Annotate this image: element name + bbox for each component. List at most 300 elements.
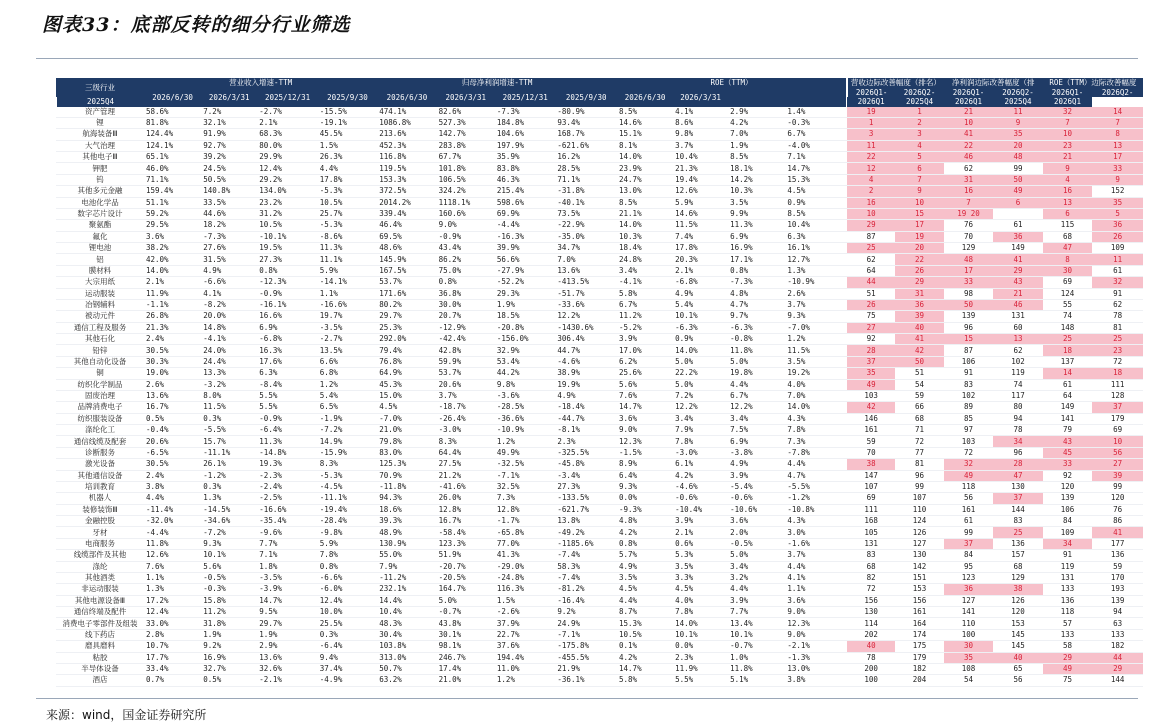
metric-cell: -28.5% xyxy=(495,402,556,413)
metric-cell: 39.3% xyxy=(377,516,436,527)
metric-cell: 0.5% xyxy=(201,675,257,686)
metric-cell: 103.8% xyxy=(377,641,436,652)
metric-cell: 38.9% xyxy=(555,368,617,379)
metric-cell: -7.4% xyxy=(555,572,617,583)
metric-cell: 12.2% xyxy=(673,402,728,413)
metric-cell: -4.6% xyxy=(555,356,617,367)
metric-cell: 106.5% xyxy=(437,174,495,185)
metric-cell: -5.3% xyxy=(318,470,377,481)
group-header-profit-rank: 净利润边际改善幅度（排 xyxy=(944,78,1043,88)
metric-cell: -20.7% xyxy=(437,561,495,572)
metric-cell: 7.1% xyxy=(785,152,847,163)
rank-cell: 64 xyxy=(1043,390,1093,401)
metric-cell: -0.5% xyxy=(201,572,257,583)
industry-name: 通信终端及配件 xyxy=(56,607,144,618)
rank-cell: 35 xyxy=(1092,197,1143,208)
rank-cell: 10 xyxy=(1092,436,1143,447)
rank-cell: 19 xyxy=(895,231,943,242)
rank-cell: 130 xyxy=(993,481,1043,492)
metric-cell: 4.7% xyxy=(785,470,847,481)
metric-cell: -3.8% xyxy=(728,447,785,458)
rank-cell: 46 xyxy=(993,299,1043,310)
metric-cell: 3.8% xyxy=(785,675,847,686)
metric-cell: 50.5% xyxy=(201,174,257,185)
table-row xyxy=(56,607,1143,618)
table-row xyxy=(56,334,1143,345)
metric-cell: 25.6% xyxy=(617,368,673,379)
metric-cell: 14.7% xyxy=(785,163,847,174)
industry-name: 装修装饰Ⅲ xyxy=(56,504,144,515)
rank-cell: 3 xyxy=(847,129,895,140)
metric-cell: 5.6% xyxy=(617,379,673,390)
metric-cell: 11.2% xyxy=(617,311,673,322)
metric-cell: 4.5% xyxy=(377,402,436,413)
metric-cell: 7.7% xyxy=(257,538,318,549)
rank-cell: 47 xyxy=(993,470,1043,481)
metric-cell: 44.2% xyxy=(495,368,556,379)
rank-cell: 23 xyxy=(1043,140,1093,151)
industry-name: 激光设备 xyxy=(56,459,144,470)
rank-cell: 71 xyxy=(895,425,943,436)
metric-cell: -4.6% xyxy=(673,481,728,492)
metric-cell: -18.4% xyxy=(555,402,617,413)
metric-cell: 2.4% xyxy=(144,470,201,481)
metric-cell: 4.8% xyxy=(617,516,673,527)
metric-cell: -51.7% xyxy=(555,288,617,299)
rank-period-header: 2026Q1 xyxy=(944,97,994,107)
metric-cell: 5.9% xyxy=(318,265,377,276)
metric-cell: 25.5% xyxy=(318,618,377,629)
metric-cell: -7.2% xyxy=(201,527,257,538)
metric-cell: 5.0% xyxy=(728,550,785,561)
rank-cell: 13 xyxy=(1092,140,1143,151)
metric-cell: 0.8% xyxy=(318,561,377,572)
metric-cell: -325.5% xyxy=(555,447,617,458)
metric-cell: -10.4% xyxy=(673,504,728,515)
rank-cell: 62 xyxy=(1092,299,1143,310)
rank-cell: 25 xyxy=(847,243,895,254)
metric-cell: 4.9% xyxy=(673,288,728,299)
metric-cell: 26.1% xyxy=(201,459,257,470)
metric-cell: 0.8% xyxy=(728,265,785,276)
metric-cell: -6.0% xyxy=(318,584,377,595)
rank-cell: 25 xyxy=(993,527,1043,538)
metric-cell: 59.2% xyxy=(144,208,201,219)
rank-cell: 141 xyxy=(1043,413,1093,424)
rank-cell: 7 xyxy=(1043,117,1093,128)
metric-cell: 76.8% xyxy=(377,356,436,367)
rank-cell: 13 xyxy=(1043,197,1093,208)
rank-cell: 38 xyxy=(993,584,1043,595)
metric-cell: 16.7% xyxy=(437,516,495,527)
rank-cell: 86 xyxy=(1092,516,1143,527)
metric-cell: -15.9% xyxy=(318,447,377,458)
metric-cell: 51.1% xyxy=(144,197,201,208)
rank-cell: 144 xyxy=(993,504,1043,515)
industry-name: 聚氨酯 xyxy=(56,220,144,231)
metric-cell: 79.4% xyxy=(377,345,436,356)
industry-name: 锂 xyxy=(56,117,144,128)
rank-cell: 76 xyxy=(944,220,994,231)
rank-cell: 117 xyxy=(993,390,1043,401)
rank-cell: 39 xyxy=(1092,470,1143,481)
rank-cell: 30 xyxy=(1043,265,1093,276)
metric-cell: 160.6% xyxy=(437,208,495,219)
rank-cell: 51 xyxy=(895,368,943,379)
metric-cell: -7.3% xyxy=(201,231,257,242)
metric-cell: 43.8% xyxy=(437,618,495,629)
rank-cell: 19 20 xyxy=(944,208,994,219)
metric-cell: 0.8% xyxy=(437,277,495,288)
metric-cell: 4.4% xyxy=(728,584,785,595)
metric-cell: 11.9% xyxy=(673,663,728,674)
metric-cell: 4.4% xyxy=(144,493,201,504)
metric-cell: -35.0% xyxy=(555,231,617,242)
metric-cell: 283.8% xyxy=(437,140,495,151)
rank-cell: 126 xyxy=(993,595,1043,606)
rank-cell: 5 xyxy=(895,152,943,163)
rank-period-header: 2026Q1- xyxy=(1043,88,1093,98)
metric-cell: 11.3% xyxy=(257,436,318,447)
metric-cell: 6.9% xyxy=(728,436,785,447)
rank-cell: 61 xyxy=(993,220,1043,231)
metric-cell: 30.3% xyxy=(144,356,201,367)
metric-cell: -10.1% xyxy=(257,231,318,242)
metric-cell: 10.0% xyxy=(318,607,377,618)
metric-cell: 3.6% xyxy=(617,413,673,424)
metric-cell: -2.1% xyxy=(257,675,318,686)
rank-cell: 81 xyxy=(1092,322,1143,333)
rank-cell: 35 xyxy=(993,129,1043,140)
metric-cell: 124.1% xyxy=(144,140,201,151)
metric-cell: 49.9% xyxy=(495,447,556,458)
metric-cell: 10.1% xyxy=(673,629,728,640)
metric-cell: 3.9% xyxy=(617,334,673,345)
rank-cell: 177 xyxy=(1092,538,1143,549)
rank-cell: 8 xyxy=(1092,129,1143,140)
metric-cell: 28.5% xyxy=(555,163,617,174)
metric-cell: -4.0% xyxy=(785,140,847,151)
rank-cell: 84 xyxy=(944,550,994,561)
metric-cell: 6.7% xyxy=(728,390,785,401)
rank-cell: 14 xyxy=(1092,107,1143,118)
rank-cell: 30 xyxy=(944,641,994,652)
industry-name: 氟化 xyxy=(56,231,144,242)
metric-cell: 94.3% xyxy=(377,493,436,504)
rank-cell: 54 xyxy=(944,675,994,686)
table-row xyxy=(56,368,1143,379)
rank-cell: 110 xyxy=(944,618,994,629)
rank-cell: 29 xyxy=(1092,663,1143,674)
metric-cell: 16.3% xyxy=(257,345,318,356)
metric-cell: 4.9% xyxy=(617,561,673,572)
rank-cell: 49 xyxy=(847,379,895,390)
metric-cell: 86.2% xyxy=(437,254,495,265)
metric-cell: 3.4% xyxy=(673,413,728,424)
rank-cell: 28 xyxy=(847,345,895,356)
metric-cell: -1.5% xyxy=(617,447,673,458)
rank-cell: 75 xyxy=(1043,675,1093,686)
rank-cell: 120 xyxy=(993,607,1043,618)
metric-cell: -11.2% xyxy=(377,572,436,583)
metric-cell: 1.9% xyxy=(728,140,785,151)
table-row xyxy=(56,550,1143,561)
rank-period-header: 2025Q4 xyxy=(56,97,144,107)
rank-cell: 26 xyxy=(1092,231,1143,242)
metric-cell: 598.6% xyxy=(495,197,556,208)
metric-cell: 4.0% xyxy=(785,379,847,390)
period-header: 2026/3/31 xyxy=(673,88,728,107)
table-row xyxy=(56,402,1143,413)
metric-cell: 1.2% xyxy=(495,436,556,447)
metric-cell: 3.0% xyxy=(785,527,847,538)
rank-cell: 49 xyxy=(1043,663,1093,674)
rank-cell: 149 xyxy=(1043,402,1093,413)
rank-cell: 91 xyxy=(944,368,994,379)
rank-cell: 29 xyxy=(993,265,1043,276)
metric-cell: 9.0% xyxy=(785,607,847,618)
metric-cell: 80.2% xyxy=(377,299,436,310)
metric-cell: 3.6% xyxy=(144,231,201,242)
rank-cell: 20 xyxy=(895,243,943,254)
metric-cell: 0.1% xyxy=(617,641,673,652)
period-header: 2026/3/31 xyxy=(437,88,495,107)
table-row xyxy=(56,356,1143,367)
metric-cell: 29.9% xyxy=(257,152,318,163)
rank-cell: 56 xyxy=(993,675,1043,686)
metric-cell: 45.3% xyxy=(377,379,436,390)
rank-cell: 26 xyxy=(847,299,895,310)
metric-cell: 16.7% xyxy=(144,402,201,413)
rank-cell: 95 xyxy=(944,561,994,572)
rank-cell: 182 xyxy=(1092,641,1143,652)
rank-cell: 136 xyxy=(993,538,1043,549)
metric-cell: 3.4% xyxy=(617,265,673,276)
rank-period-header: 2026Q1 xyxy=(847,97,895,107)
rank-cell: 10 xyxy=(1043,129,1093,140)
metric-cell: 5.3% xyxy=(673,550,728,561)
metric-cell: 14.0% xyxy=(673,618,728,629)
metric-cell: 119.5% xyxy=(377,163,436,174)
metric-cell: -621.7% xyxy=(555,504,617,515)
metric-cell: -175.8% xyxy=(555,641,617,652)
metric-cell: -31.8% xyxy=(555,186,617,197)
table-row xyxy=(56,538,1143,549)
rank-cell: 36 xyxy=(1092,220,1143,231)
metric-cell: 5.0% xyxy=(437,595,495,606)
metric-cell: 8.6% xyxy=(673,117,728,128)
rank-cell: 34 xyxy=(993,436,1043,447)
metric-cell: 32.6% xyxy=(257,663,318,674)
bottom-divider xyxy=(36,698,1138,699)
rank-period-header: 2025Q4 xyxy=(993,97,1043,107)
metric-cell: 3.5% xyxy=(785,356,847,367)
rank-cell: 11 xyxy=(1092,254,1143,265)
rank-cell: 78 xyxy=(993,425,1043,436)
metric-cell: 75.0% xyxy=(437,265,495,276)
metric-cell: 0.0% xyxy=(617,493,673,504)
metric-cell: 53.4% xyxy=(495,356,556,367)
metric-cell: 125.3% xyxy=(377,459,436,470)
metric-cell: 7.3% xyxy=(785,436,847,447)
metric-cell: 11.1% xyxy=(318,254,377,265)
metric-cell: 292.0% xyxy=(377,334,436,345)
table-row xyxy=(56,516,1143,527)
metric-cell: 17.8% xyxy=(318,174,377,185)
metric-cell: 1.8% xyxy=(257,561,318,572)
rank-cell: 40 xyxy=(993,652,1043,663)
rank-cell: 137 xyxy=(1043,356,1093,367)
rank-cell: 43 xyxy=(993,277,1043,288)
rank-cell: 54 xyxy=(895,379,943,390)
metric-cell: -34.6% xyxy=(201,516,257,527)
metric-cell: 6.4% xyxy=(617,470,673,481)
metric-cell: 18.4% xyxy=(617,243,673,254)
rank-cell: 126 xyxy=(895,527,943,538)
metric-cell: 2.1% xyxy=(257,117,318,128)
rank-cell: 33 xyxy=(1092,163,1143,174)
rank-cell: 145 xyxy=(993,641,1043,652)
metric-cell: -6.6% xyxy=(201,277,257,288)
metric-cell: 313.0% xyxy=(377,652,436,663)
metric-cell: 8.3% xyxy=(318,459,377,470)
rank-cell: 35 xyxy=(944,652,994,663)
metric-cell: 36.8% xyxy=(437,288,495,299)
metric-cell: 33.4% xyxy=(144,663,201,674)
rank-cell: 17 xyxy=(1092,152,1143,163)
metric-cell: 20.0% xyxy=(201,311,257,322)
rank-cell: 42 xyxy=(847,402,895,413)
metric-cell: 18.5% xyxy=(495,311,556,322)
metric-cell: -81.2% xyxy=(555,584,617,595)
metric-cell: 4.9% xyxy=(555,390,617,401)
metric-cell: -7.8% xyxy=(785,447,847,458)
rank-cell: 110 xyxy=(895,504,943,515)
metric-cell: 7.8% xyxy=(318,550,377,561)
metric-cell: 9.2% xyxy=(555,607,617,618)
metric-cell: 10.3% xyxy=(728,186,785,197)
metric-cell: 1.3% xyxy=(785,265,847,276)
industry-name: 金融控股 xyxy=(56,516,144,527)
table-row xyxy=(56,254,1143,265)
metric-cell: 29.3% xyxy=(495,288,556,299)
metric-cell: 93.4% xyxy=(555,117,617,128)
metric-cell: -65.8% xyxy=(495,527,556,538)
metric-cell: -8.6% xyxy=(318,231,377,242)
metric-cell: 82.6% xyxy=(437,107,495,118)
metric-cell: 17.6% xyxy=(257,356,318,367)
metric-cell: 16.6% xyxy=(257,311,318,322)
metric-cell: -4.4% xyxy=(144,527,201,538)
metric-cell: 21.1% xyxy=(617,208,673,219)
rank-cell: 153 xyxy=(895,584,943,595)
table-row xyxy=(56,675,1143,686)
metric-cell: 27.3% xyxy=(555,481,617,492)
metric-cell: 19.8% xyxy=(728,368,785,379)
rank-cell: 72 xyxy=(895,436,943,447)
metric-cell: -5.4% xyxy=(728,481,785,492)
industry-name: 钨 xyxy=(56,174,144,185)
metric-cell: 159.4% xyxy=(144,186,201,197)
rank-cell: 41 xyxy=(993,254,1043,265)
rank-cell: 80 xyxy=(993,402,1043,413)
metric-cell: 0.3% xyxy=(201,481,257,492)
metric-cell: 9.3% xyxy=(785,311,847,322)
rank-cell: 96 xyxy=(895,470,943,481)
rank-cell: 60 xyxy=(993,322,1043,333)
rank-cell: 182 xyxy=(895,663,943,674)
metric-cell: -5.5% xyxy=(785,481,847,492)
metric-cell: 20.7% xyxy=(437,311,495,322)
industry-name: 诊断服务 xyxy=(56,447,144,458)
metric-cell: 64.9% xyxy=(377,368,436,379)
rank-cell: 25 xyxy=(1043,334,1093,345)
metric-cell: -4.9% xyxy=(318,675,377,686)
metric-cell: -7.2% xyxy=(318,425,377,436)
metric-cell: 26.8% xyxy=(144,311,201,322)
metric-cell: 14.8% xyxy=(201,322,257,333)
metric-cell: 42.0% xyxy=(144,254,201,265)
metric-cell: 7.4% xyxy=(673,231,728,242)
metric-cell: -2.7% xyxy=(257,107,318,118)
rank-cell: 42 xyxy=(895,345,943,356)
period-header xyxy=(728,88,785,107)
metric-cell: 83.0% xyxy=(377,447,436,458)
rank-cell: 91 xyxy=(1043,550,1093,561)
table-row xyxy=(56,140,1143,151)
rank-cell: 118 xyxy=(1043,607,1093,618)
metric-cell: -3.0% xyxy=(673,447,728,458)
metric-cell: -16.1% xyxy=(257,299,318,310)
metric-cell: 69.9% xyxy=(495,208,556,219)
metric-cell: 11.3% xyxy=(728,220,785,231)
metric-cell: 145.9% xyxy=(377,254,436,265)
metric-cell: 46.3% xyxy=(495,174,556,185)
metric-cell: -3.5% xyxy=(257,572,318,583)
rank-cell: 34 xyxy=(1043,538,1093,549)
metric-cell: 9.2% xyxy=(201,641,257,652)
metric-cell: 3.5% xyxy=(728,197,785,208)
metric-cell: 4.4% xyxy=(785,459,847,470)
metric-cell: 9.4% xyxy=(318,652,377,663)
metric-cell: 33.5% xyxy=(201,197,257,208)
industry-name: 线下药店 xyxy=(56,629,144,640)
metric-cell: 123.3% xyxy=(437,538,495,549)
rank-cell: 11 xyxy=(847,140,895,151)
rank-cell: 32 xyxy=(944,459,994,470)
metric-cell: 1.9% xyxy=(201,629,257,640)
rank-cell: 69 xyxy=(847,493,895,504)
metric-cell: 4.4% xyxy=(785,561,847,572)
metric-cell: 44.6% xyxy=(201,208,257,219)
metric-cell: 2.6% xyxy=(785,288,847,299)
metric-cell: -16.3% xyxy=(495,231,556,242)
metric-cell: 16.1% xyxy=(785,243,847,254)
table-row xyxy=(56,493,1143,504)
rank-cell: 100 xyxy=(944,629,994,640)
metric-cell: 8.5% xyxy=(617,197,673,208)
metric-cell: 140.8% xyxy=(201,186,257,197)
rank-cell: 92 xyxy=(847,334,895,345)
metric-cell: 30.4% xyxy=(377,629,436,640)
metric-cell: -7.4% xyxy=(555,550,617,561)
metric-cell: 10.7% xyxy=(144,641,201,652)
metric-cell: 19.4% xyxy=(673,174,728,185)
metric-cell: 5.9% xyxy=(673,197,728,208)
metric-cell: 13.8% xyxy=(555,516,617,527)
metric-cell: 11.5% xyxy=(673,220,728,231)
metric-cell: 21.0% xyxy=(437,675,495,686)
